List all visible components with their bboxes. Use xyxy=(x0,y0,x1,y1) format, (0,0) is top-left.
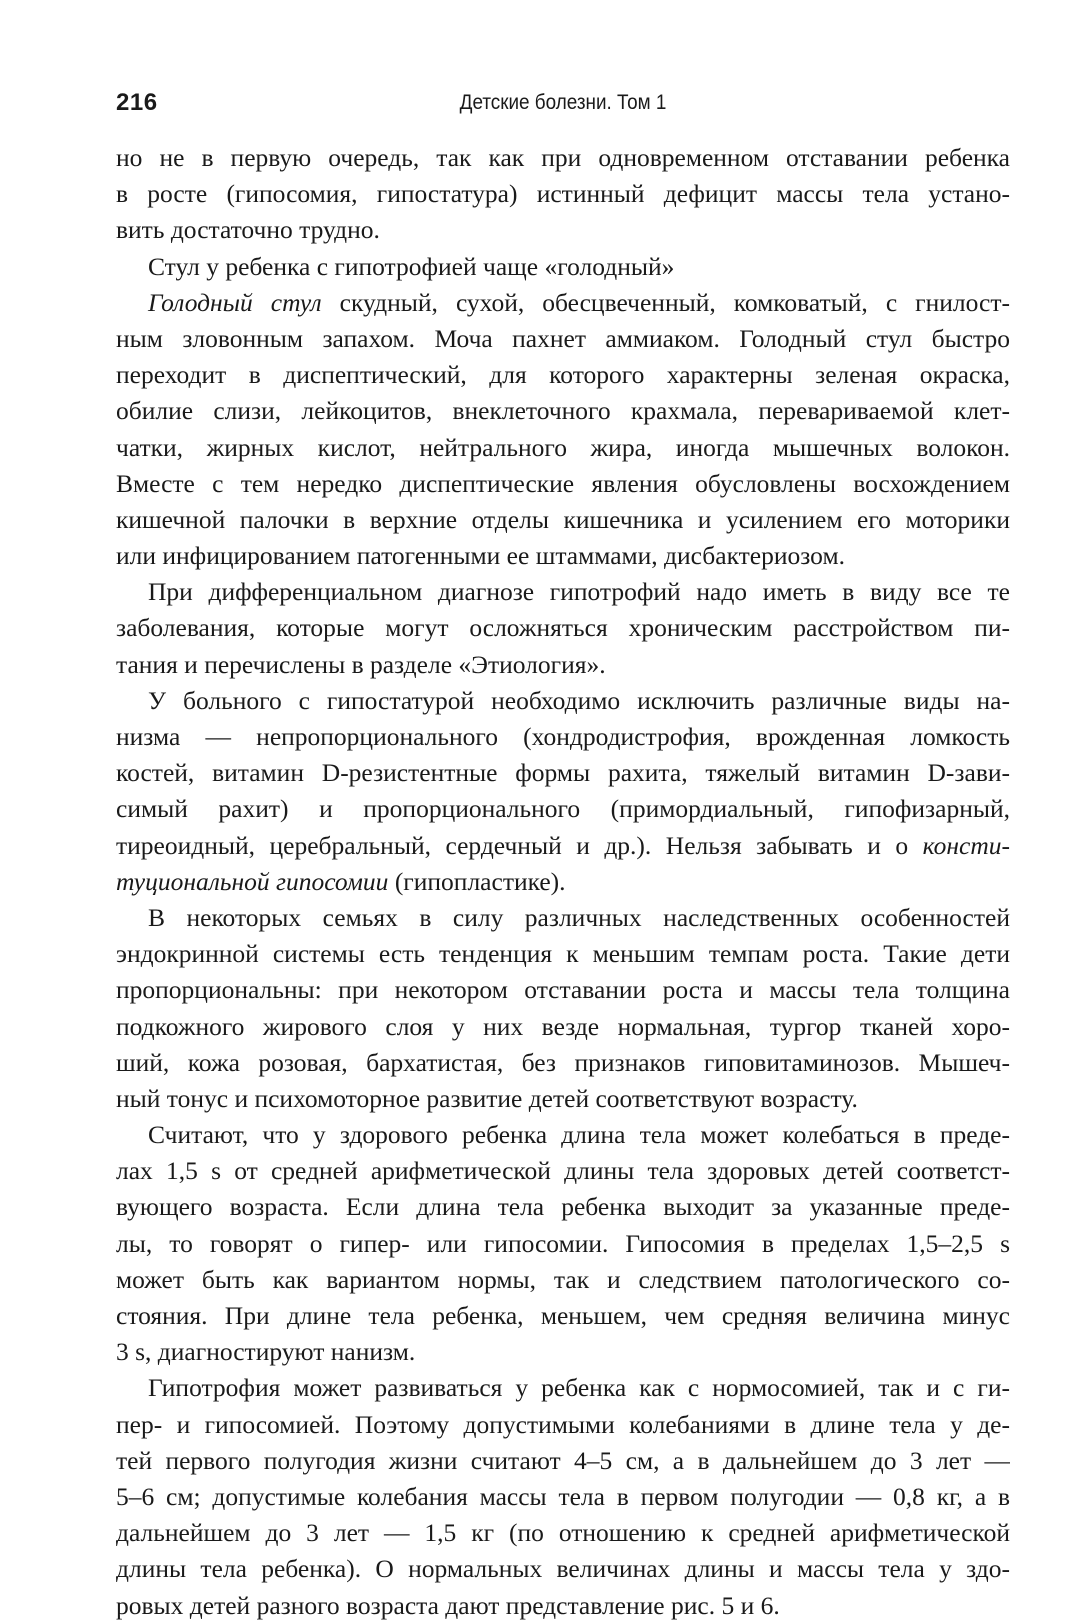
text-line: вующего возраста. Если длина тела ребенка выходит за указанные преде- xyxy=(116,1192,1010,1222)
text-line: ший, кожа розовая, бархатистая, без признаков гиповитаминозов. Мышеч- xyxy=(116,1047,1010,1077)
running-title: Детские болезни. Том 1 xyxy=(459,91,667,114)
text-line: кишечной палочки в верхние отделы кишечника и усилением его моторики xyxy=(116,504,1010,534)
text-line: длины тела ребенка). О нормальных величинах длины и массы тела у здо- xyxy=(116,1554,1010,1584)
text-line: 3 s, диагностируют нанизм. xyxy=(116,1337,416,1367)
text-line: 5–6 см; допустимые колебания массы тела в первом полугодии — 0,8 кг, а в xyxy=(116,1481,1010,1511)
italic-term: Голодный стул xyxy=(148,287,322,317)
text-line: или инфицированием патогенными ее штаммами, дисбактериозом. xyxy=(116,541,845,571)
running-head xyxy=(116,86,1010,120)
text-line: в росте (гипосомия, гипостатура) истинный дефицит массы тела устано- xyxy=(116,179,1010,209)
text-line: обилие слизи, лейкоцитов, внеклеточного крахмала, перевариваемой клет- xyxy=(116,396,1010,426)
text-line: Стул у ребенка с гипотрофией чаще «голодный» xyxy=(148,251,675,281)
text-line: Считают, что у здорового ребенка длина тела может колебаться в преде- xyxy=(148,1120,1010,1150)
text-line: лах 1,5 s от средней арифметической длины тела здоровых детей соответст- xyxy=(116,1156,1010,1186)
text-line: может быть как вариантом нормы, так и следствием патологического со- xyxy=(116,1264,1010,1294)
text-line: низма — непропорционального (хондродистрофия, врожденная ломкость xyxy=(116,722,1010,751)
text-line: но не в первую очередь, так как при одновременном отставании ребенка xyxy=(116,143,1010,172)
text-line: лы, то говорят о гипер- или гипосомии. Гипосомия в пределах 1,5–2,5 s xyxy=(116,1228,1010,1258)
text-line: эндокринной системы есть тенденция к меньшим темпам роста. Такие дети xyxy=(116,939,1010,969)
text-line: переходит в диспептический, для которого характерны зеленая окраска, xyxy=(116,360,1010,390)
text-line: костей, витамин D-резистентные формы рахита, тяжелый витамин D-зави- xyxy=(116,758,1010,788)
text-line: При дифференциальном диагнозе гипотрофий надо иметь в виду все те xyxy=(148,577,1010,607)
text-line: подкожного жирового слоя у них везде нормальная, тургор тканей хоро- xyxy=(116,1011,1010,1041)
text-line: ровых детей разного возраста дают представление рис. 5 и 6. xyxy=(116,1590,780,1620)
text-line: ный тонус и психомоторное развитие детей соответствуют возрасту. xyxy=(116,1083,858,1113)
italic-term: туциональной гипосомии xyxy=(116,866,389,896)
body-text xyxy=(116,140,1010,1624)
text-line: У больного с гипостатурой необходимо исключить различные виды на- xyxy=(148,685,1010,715)
text-line: тиреоидный, церебральный, сердечный и др.). Нельзя забывать и о консти- xyxy=(116,830,1010,860)
italic-term: консти- xyxy=(922,830,1010,860)
text-line: пер- и гипосомией. Поэтому допустимыми колебаниями в длине тела у де- xyxy=(116,1409,1010,1439)
text-line: В некоторых семьях в силу различных наследственных особенностей xyxy=(148,902,1010,932)
text-line: дальнейшем до 3 лет — 1,5 кг (по отношению к средней арифметической xyxy=(116,1518,1010,1548)
text-line: стояния. При длине тела ребенка, меньшем, чем средняя величина минус xyxy=(116,1301,1010,1330)
text-line: симый рахит) и пропорционального (примордиальный, гипофизарный, xyxy=(116,794,1010,824)
text-line: вить достаточно трудно. xyxy=(116,215,380,245)
text-line: заболевания, которые могут осложняться хроническим расстройством пи- xyxy=(116,613,1010,643)
text-line: тей первого полугодия жизни считают 4–5 см, а в дальнейшем до 3 лет — xyxy=(116,1445,1010,1475)
text-line: туциональной гипосомии (гипопластике). xyxy=(116,866,566,896)
text-line: Гипотрофия может развиваться у ребенка как с нормосомией, так и с ги- xyxy=(148,1373,1010,1403)
text-line: чатки, жирных кислот, нейтрального жира, иногда мышечных волокон. xyxy=(116,432,1010,462)
text-line: ным зловонным запахом. Моча пахнет аммиаком. Голодный стул быстро xyxy=(116,323,1010,353)
text-line: пропорциональны: при некотором отставании роста и массы тела толщина xyxy=(116,975,1010,1005)
text-line: Вместе с тем нередко диспептические явления обусловлены восхождением xyxy=(116,468,1010,498)
text-line: Голодный стул скудный, сухой, обесцвеченный, комковатый, с гнилост- xyxy=(148,287,1010,317)
page-number: 216 xyxy=(116,89,158,116)
text-line: тания и перечислены в разделе «Этиология». xyxy=(116,649,606,679)
